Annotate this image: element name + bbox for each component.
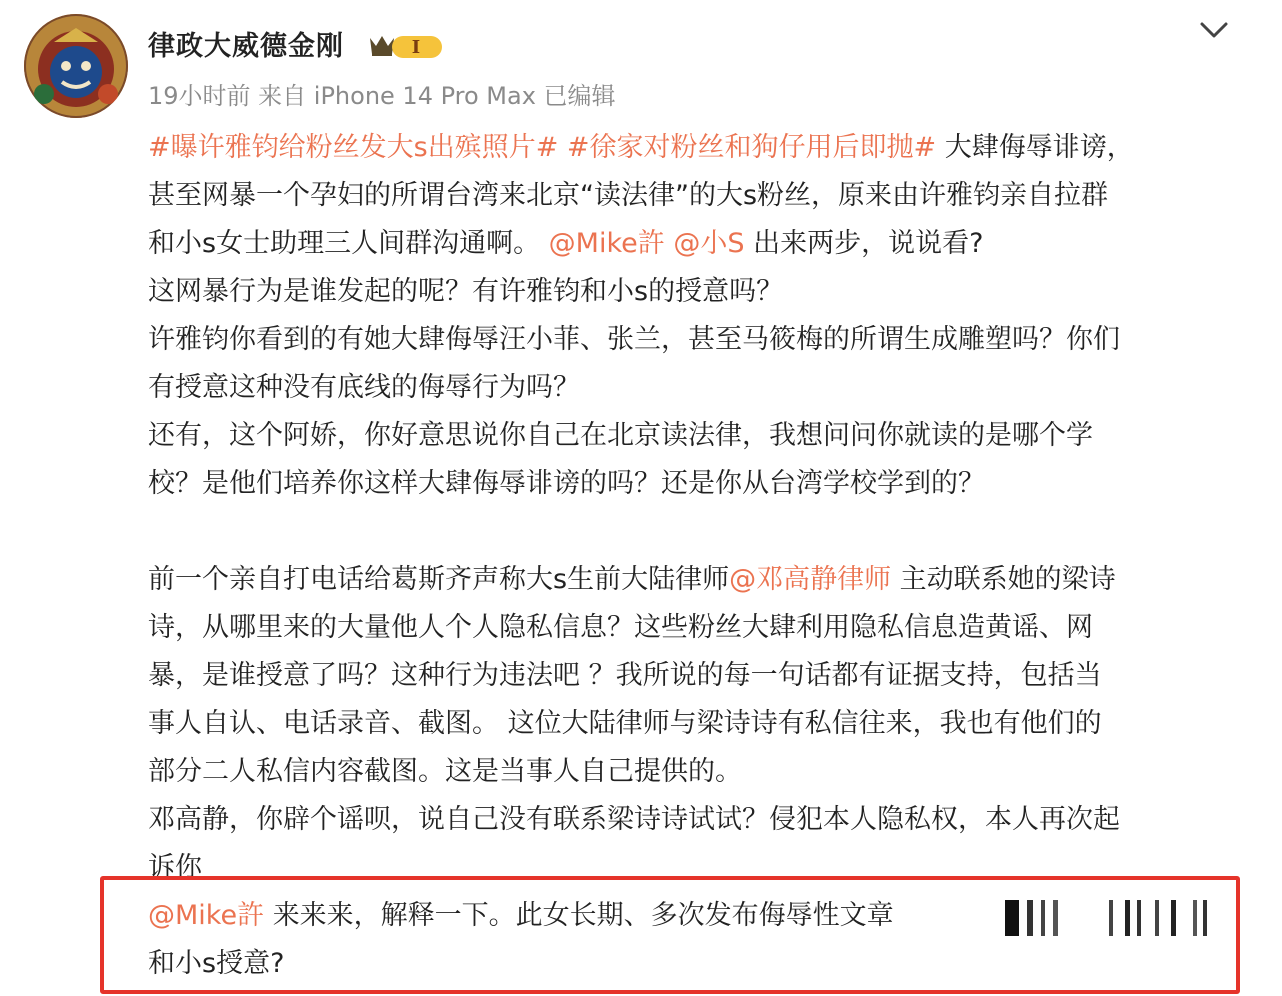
body-text: 主动联系她的梁诗	[899, 564, 1116, 595]
body-line: 有授意这种没有底线的侮辱行为吗？	[148, 372, 580, 403]
body-line: 许雅钧你看到的有她大肆侮辱汪小菲、张兰，甚至马筱梅的所谓生成雕塑吗？你们	[148, 324, 1120, 355]
hashtag[interactable]: #徐家对粉丝和狗仔用后即抛#	[566, 132, 937, 163]
body-text: 前一个亲自打电话给葛斯齐声称大s生前大陆律师	[148, 564, 730, 595]
mention-link[interactable]: @Mike許	[548, 228, 665, 259]
highlight-box	[100, 876, 1240, 994]
crown-vip-icon[interactable]	[366, 28, 446, 60]
body-line: 邓高静，你辟个谣呗，说自己没有联系梁诗诗试试？侵犯本人隐私权，本人再次起	[148, 804, 1120, 835]
body-line: 部分二人私信内容截图。这是当事人自己提供的。	[148, 756, 742, 787]
post-body	[148, 124, 1248, 892]
body-line: 校？是他们培养你这样大肆侮辱诽谤的吗？还是你从台湾学校学到的？	[148, 468, 985, 499]
chevron-down-icon[interactable]	[1198, 18, 1230, 42]
avatar[interactable]	[24, 14, 128, 118]
avatar-image	[24, 14, 128, 118]
reply-text: 来来来，解释一下。此女长期、多次发布侮辱性文章	[272, 900, 894, 931]
hashtag[interactable]: #曝许雅钧给粉丝发大s出殡照片#	[148, 132, 559, 163]
body-line: 甚至网暴一个孕妇的所谓台湾来北京“读法律”的大s粉丝，原来由许雅钧亲自拉群	[148, 180, 1109, 211]
body-text: 和小s女士助理三人间群沟通啊。	[148, 228, 541, 259]
post-meta: 19小时前 来自 iPhone 14 Pro Max 已编辑	[148, 82, 616, 110]
body-line	[148, 220, 1248, 268]
body-line: 还有，这个阿娇，你好意思说你自己在北京读法律，我想问问你就读的是哪个学	[148, 420, 1093, 451]
mention-link[interactable]: @小S	[673, 228, 745, 259]
body-line: 暴，是谁授意了吗？这种行为违法吧 ？我所说的每一句话都有证据支持，包括当	[148, 660, 1102, 691]
body-line: 这网暴行为是谁发起的呢？有许雅钧和小s的授意吗？	[148, 276, 784, 307]
mention-link[interactable]: @邓高静律师	[729, 564, 892, 595]
paragraph-gap	[148, 508, 1248, 556]
body-text: 大肆侮辱诽谤，	[944, 132, 1134, 163]
body-line	[148, 124, 1248, 172]
body-line: 事人自认、电话录音、截图。 这位大陆律师与梁诗诗有私信往来，我也有他们的	[148, 708, 1102, 739]
username[interactable]: 律政大威德金刚	[148, 31, 344, 62]
body-line	[148, 556, 1248, 604]
body-text: 出来两步，说说看?	[753, 228, 984, 259]
body-line: 诉你	[148, 852, 202, 883]
mention-link[interactable]: @Mike許	[148, 900, 265, 931]
reply-line: 和小s授意?	[148, 948, 285, 979]
body-line: 诗，从哪里来的大量他人个人隐私信息？这些粉丝大肆利用隐私信息造黄谣、网	[148, 612, 1093, 643]
vip-level: I	[411, 37, 421, 58]
